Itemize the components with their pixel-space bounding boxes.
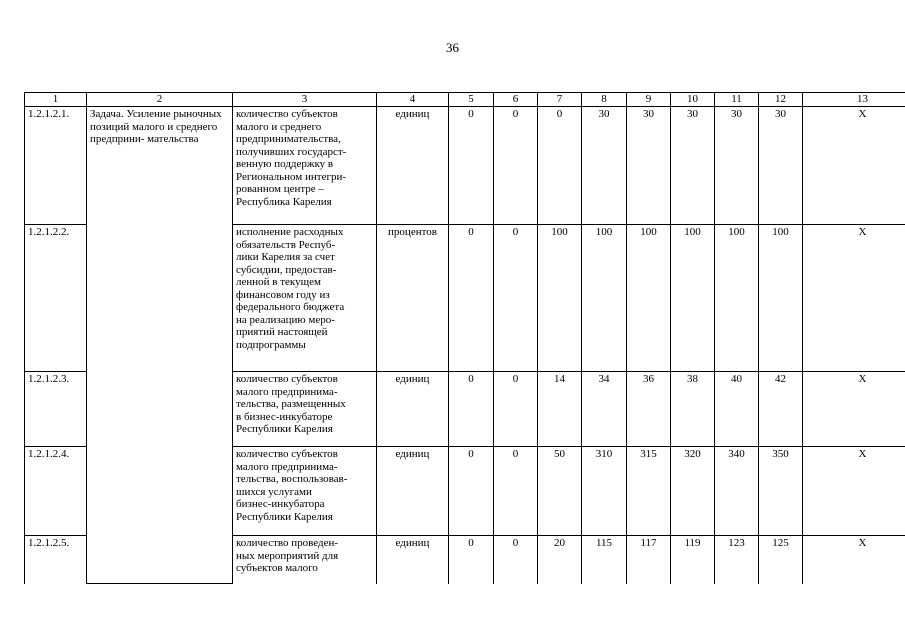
unit-cell: единиц <box>377 536 449 584</box>
value-cell: 42 <box>759 372 803 447</box>
value-cell: 123 <box>715 536 759 584</box>
value-cell: 30 <box>627 107 671 225</box>
column-header: 12 <box>759 93 803 107</box>
unit-cell: единиц <box>377 372 449 447</box>
value-cell: 0 <box>494 447 538 536</box>
row-number: 1.2.1.2.3. <box>25 372 87 447</box>
header-row <box>25 93 905 107</box>
value-cell: 0 <box>449 447 494 536</box>
column-header: 8 <box>582 93 627 107</box>
indicators-table <box>24 92 905 584</box>
column-header: 7 <box>538 93 582 107</box>
indicator-cell: количество субъектов малого предпринима- тельства, воспользовав- шихся услугами бизнес-инкубатора Республики Карелия <box>233 447 377 536</box>
mark-cell: Х <box>803 536 905 584</box>
value-cell: 38 <box>671 372 715 447</box>
value-cell: 119 <box>671 536 715 584</box>
column-header: 11 <box>715 93 759 107</box>
row-number: 1.2.1.2.5. <box>25 536 87 584</box>
column-header: 1 <box>25 93 87 107</box>
value-cell: 34 <box>582 372 627 447</box>
value-cell: 0 <box>449 107 494 225</box>
value-cell: 0 <box>449 372 494 447</box>
value-cell: 115 <box>582 536 627 584</box>
value-cell: 320 <box>671 447 715 536</box>
column-header: 2 <box>87 93 233 107</box>
value-cell: 50 <box>538 447 582 536</box>
value-cell: 350 <box>759 447 803 536</box>
column-header: 5 <box>449 93 494 107</box>
mark-cell: Х <box>803 107 905 225</box>
value-cell: 0 <box>494 372 538 447</box>
value-cell: 100 <box>759 225 803 372</box>
unit-cell: единиц <box>377 447 449 536</box>
value-cell: 0 <box>449 536 494 584</box>
value-cell: 30 <box>759 107 803 225</box>
value-cell: 30 <box>582 107 627 225</box>
value-cell: 310 <box>582 447 627 536</box>
column-header: 10 <box>671 93 715 107</box>
value-cell: 0 <box>494 536 538 584</box>
indicator-cell: количество субъектов малого предпринима- тельства, размещенных в бизнес-инкубаторе Республики Карелия <box>233 372 377 447</box>
indicator-cell: исполнение расходных обязательств Респуб- лики Карелия за счет субсидии, предостав- ленной в текущем финансовом году из федерального бюджета на реализацию меро- приятий настоящей подпрограммы <box>233 225 377 372</box>
unit-cell: единиц <box>377 107 449 225</box>
value-cell: 315 <box>627 447 671 536</box>
column-header: 13 <box>803 93 905 107</box>
value-cell: 100 <box>582 225 627 372</box>
column-header: 6 <box>494 93 538 107</box>
value-cell: 0 <box>494 225 538 372</box>
value-cell: 30 <box>671 107 715 225</box>
column-header: 4 <box>377 93 449 107</box>
mark-cell: Х <box>803 372 905 447</box>
value-cell: 100 <box>671 225 715 372</box>
value-cell: 40 <box>715 372 759 447</box>
value-cell: 0 <box>449 225 494 372</box>
column-header: 9 <box>627 93 671 107</box>
value-cell: 125 <box>759 536 803 584</box>
value-cell: 30 <box>715 107 759 225</box>
indicator-cell: количество субъектов малого и среднего предпринимательства, получивших государст- венную поддержку в Региональном интегри- рованном центре – Республика Карелия <box>233 107 377 225</box>
value-cell: 117 <box>627 536 671 584</box>
value-cell: 0 <box>538 107 582 225</box>
page-number: 36 <box>446 40 459 55</box>
value-cell: 36 <box>627 372 671 447</box>
value-cell: 0 <box>494 107 538 225</box>
value-cell: 340 <box>715 447 759 536</box>
value-cell: 20 <box>538 536 582 584</box>
value-cell: 14 <box>538 372 582 447</box>
row-number: 1.2.1.2.1. <box>25 107 87 225</box>
task-cell: Задача. Усиление рыночных позиций малого и среднего предприни- мательства <box>87 107 233 584</box>
unit-cell: процентов <box>377 225 449 372</box>
value-cell: 100 <box>538 225 582 372</box>
mark-cell: Х <box>803 447 905 536</box>
mark-cell: Х <box>803 225 905 372</box>
value-cell: 100 <box>627 225 671 372</box>
row-number: 1.2.1.2.2. <box>25 225 87 372</box>
column-header: 3 <box>233 93 377 107</box>
row-number: 1.2.1.2.4. <box>25 447 87 536</box>
indicator-cell: количество проведен- ных мероприятий для субъектов малого <box>233 536 377 584</box>
value-cell: 100 <box>715 225 759 372</box>
table-row <box>25 107 905 225</box>
